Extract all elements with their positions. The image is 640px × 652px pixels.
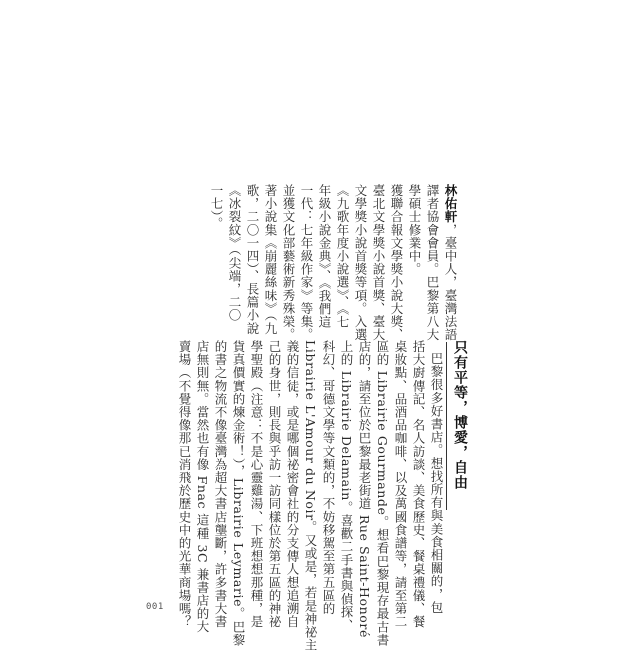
body-col-8: Librairie L'Amour du Noir。又或是，若是神祕主 [303,340,318,652]
author-name: 林佑軒 [443,184,458,224]
body-col-5: 店的，請至位於巴黎最老街道 Rue Saint-Honoré [357,340,372,638]
body-col-3: 桌妝點、品酒品咖啡、以及萬國食譜等，請至第二 [393,340,408,629]
body-col-6: 上的 Librairie Delamain。喜歡二手書與偵探、 [339,340,354,632]
body-col-11: 學聖殿（注意：不是心靈雞湯、下班想想那種，是 [249,340,264,629]
author-bio-col-9: 一代：七年級作家》等集。 [299,184,314,342]
heading-rule [446,342,447,510]
author-bio-col-8: 年級小說金典》、《我們這 [317,184,332,329]
author-bio-col-5: 臺北文學獎小說首獎、臺大 [371,184,386,342]
body-col-13: 的書之物流不像臺灣為超大書店壟斷，許多書大書 [213,340,228,629]
body-col-9: 義的信徒，或是哪個祕密會社的分支傳人想追溯自 [285,340,300,629]
body-col-2: 括大廚傳記、名人訪談、美食歷史、餐桌禮儀、餐 [411,340,426,629]
author-bio-col-12: 歌，二〇一四）、長篇小說 [245,184,260,335]
body-col-1: 巴黎很多好書店。想找所有與美食相關的，包 [429,352,444,614]
author-bio-col-11: 著小說集《崩麗絲味》（九 [263,184,278,335]
page-number: 001 [146,602,164,612]
author-bio-col-6: 文學獎小說首獎等項。入選 [353,184,368,342]
body-col-10: 己的身世，則長與乎訪一訪同樣位於第五區的神祕 [267,340,282,629]
author-bio-col-7: 《九歌年度小說選》、《七 [335,184,350,329]
body-col-14: 店無則無。當然也有像 Fnac 這種 3C 兼書店的大 [195,340,210,634]
author-bio-col-3: 學碩士修業中。 [407,184,422,276]
body-col-12: 貨真價實的煉金術！），Librairie Leymarie。巴黎 [231,340,246,647]
body-col-15: 賣場（不覺得像那已消飛於歷史中的光華商場嗎？ [177,340,192,629]
author-bio-col-4: 獲聯合報文學獎小說大獎、 [389,184,404,342]
author-bio-col-14: 一七）。 [209,184,224,231]
section-heading: 只有平等，博愛，自由 [452,340,468,490]
author-bio-col-13: 《冰裂紋》（尖端，二〇 [227,184,242,322]
author-bio-col-2: 譯者協會會員。巴黎第八大 [425,184,440,342]
body-col-7: 科幻、哥德文學等文類的，不妨移駕至第五區的 [321,340,336,616]
body-col-4: 區的 Librairie Gourmande。想看巴黎現存最古書 [375,340,390,647]
author-bio-col-10: 並獲文化部藝術新秀殊榮。 [281,184,296,342]
author-bio-col-1: 林佑軒，臺中人，臺灣法語 [443,184,458,342]
